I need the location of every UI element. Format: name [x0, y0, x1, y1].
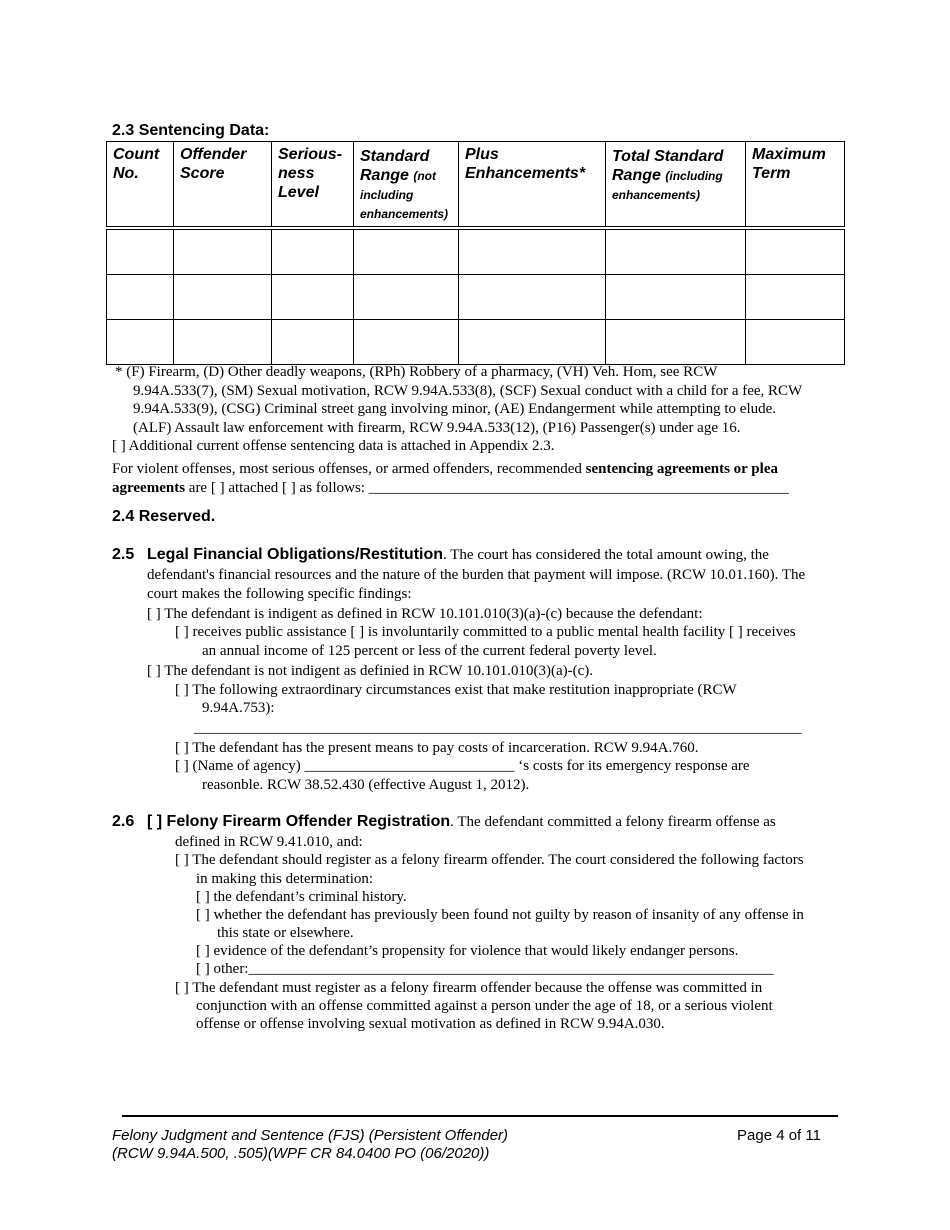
table-cell[interactable]: [746, 228, 845, 275]
column-header-standard-range: Standard Range (not including enhancements): [354, 142, 459, 229]
extraordinary-circumstances-line-2: 9.94A.753):: [202, 700, 275, 716]
table-cell[interactable]: [606, 320, 746, 365]
table-row: [107, 275, 845, 320]
table-header-row: [107, 142, 845, 229]
should-register-line-1[interactable]: [ ] The defendant should register as a felony firearm offender. The court considered the following factors: [175, 852, 804, 868]
agency-costs-line-1[interactable]: [ ] (Name of agency) ____________________________ ‘s costs for its emergency response are: [175, 758, 750, 774]
section-2-3-heading: 2.3 Sentencing Data:: [112, 122, 270, 139]
section-2-6-title[interactable]: [ ] Felony Firearm Offender Registration: [147, 813, 451, 830]
table-cell[interactable]: [272, 320, 354, 365]
column-header-offender-score: Offender Score: [174, 142, 272, 229]
section-2-5-intro-line-2: defendant's financial resources and the nature of the burden that payment will impose. (RCW 10.01.160). The: [147, 567, 806, 583]
table-cell[interactable]: [174, 320, 272, 365]
table-cell[interactable]: [272, 228, 354, 275]
extraordinary-circumstances-blank[interactable]: _________________________________________________________________________________: [194, 720, 802, 736]
footer-form-citation: (RCW 9.94A.500, .505)(WPF CR 84.0400 PO (06/2020)): [112, 1145, 490, 1162]
footer-form-title: Felony Judgment and Sentence (FJS) (Persistent Offender): [112, 1127, 509, 1144]
footer-divider: [122, 1115, 838, 1117]
receives-assistance-line-1[interactable]: [ ] receives public assistance [ ] is involuntarily committed to a public mental health facility [ ] receives: [175, 624, 796, 640]
table-cell[interactable]: [459, 320, 606, 365]
column-header-total-range-note: (including enhancements): [612, 169, 723, 202]
column-header-total-standard-range: Total Standard Range (including enhancements): [606, 142, 746, 229]
present-means-checkbox-line[interactable]: [ ] The defendant has the present means to pay costs of incarceration. RCW 9.94A.760.: [175, 740, 699, 756]
sentencing-data-table: [106, 141, 845, 365]
factor-criminal-history[interactable]: [ ] the defendant’s criminal history.: [196, 889, 407, 905]
enhancement-footnote-line-1: * (F) Firearm, (D) Other deadly weapons, (RPh) Robbery of a pharmacy, (VH) Veh. Hom, see RCW: [115, 364, 718, 380]
section-2-5-title: Legal Financial Obligations/Restitution: [147, 546, 444, 563]
table-cell[interactable]: [459, 228, 606, 275]
table-cell[interactable]: [107, 228, 174, 275]
column-header-plus-enhancements: Plus Enhancements*: [459, 142, 606, 229]
extraordinary-circumstances-line-1[interactable]: [ ] The following extraordinary circumstances exist that make restitution inappropriate (RCW: [175, 682, 737, 698]
not-indigent-checkbox-line[interactable]: [ ] The defendant is not indigent as definied in RCW 10.101.010(3)(a)-(c).: [147, 663, 593, 679]
table-cell[interactable]: [606, 275, 746, 320]
table-cell[interactable]: [354, 228, 459, 275]
table-cell[interactable]: [354, 320, 459, 365]
agency-costs-line-2: reasonble. RCW 38.52.430 (effective August 1, 2012).: [202, 777, 530, 793]
table-cell[interactable]: [174, 275, 272, 320]
section-2-5-number: 2.5: [112, 546, 135, 563]
must-register-line-2: conjunction with an offense committed against a person under the age of 18, or a serious violent: [196, 998, 773, 1014]
column-header-standard-range-note: (not including enhancements): [360, 169, 449, 221]
indigent-checkbox-line[interactable]: [ ] The defendant is indigent as defined in RCW 10.101.010(3)(a)-(c) because the defendant:: [147, 606, 703, 622]
factor-other[interactable]: [ ] other:______________________________________________________________________: [196, 961, 774, 977]
section-2-5-intro-line-3: court makes the following specific findings:: [147, 586, 412, 602]
table-cell[interactable]: [107, 275, 174, 320]
plea-agreement-line-1: For violent offenses, most serious offenses, or armed offenders, recommended sentencing agreements or plea: [112, 461, 778, 477]
factor-insanity-line-1[interactable]: [ ] whether the defendant has previously been found not guilty by reason of insanity of any offense in: [196, 907, 804, 923]
table-cell[interactable]: [174, 228, 272, 275]
section-2-6-intro-line-2: defined in RCW 9.41.010, and:: [175, 834, 363, 850]
enhancement-footnote-line-3: 9.94A.533(9), (CSG) Criminal street gang involving minor, (AE) Endangerment while attempting to elude.: [133, 401, 777, 417]
must-register-line-3: offense or offense involving sexual motivation as defined in RCW 9.94A.030.: [196, 1016, 665, 1032]
table-cell[interactable]: [606, 228, 746, 275]
section-2-5-intro-line-1: Legal Financial Obligations/Restitution. The court has considered the total amount owing, the: [147, 546, 769, 563]
section-2-6-intro-line-1: [ ] Felony Firearm Offender Registration. The defendant committed a felony firearm offense as: [147, 813, 776, 830]
table-cell[interactable]: [272, 275, 354, 320]
enhancement-footnote-line-4: (ALF) Assault law enforcement with firearm, RCW 9.94A.533(12), (P16) Passenger(s) under age 16.: [133, 420, 741, 436]
enhancement-footnote-line-2: 9.94A.533(7), (SM) Sexual motivation, RCW 9.94A.533(8), (SCF) Sexual conduct with a child for a fee, RCW: [133, 383, 803, 399]
table-cell[interactable]: [746, 275, 845, 320]
table-cell[interactable]: [746, 320, 845, 365]
plea-agreement-line-2[interactable]: agreements are [ ] attached [ ] as follows: ________________________________________________________: [112, 480, 789, 496]
factor-propensity-violence[interactable]: [ ] evidence of the defendant’s propensity for violence that would likely endanger persons.: [196, 943, 739, 959]
column-header-maximum-term: Maximum Term: [746, 142, 845, 229]
column-header-seriousness-level: Serious-ness Level: [272, 142, 354, 229]
should-register-line-2: in making this determination:: [196, 871, 374, 887]
section-2-4-heading: 2.4 Reserved.: [112, 508, 216, 525]
table-row: [107, 320, 845, 365]
must-register-line-1[interactable]: [ ] The defendant must register as a felony firearm offender because the offense was committed in: [175, 980, 763, 996]
factor-insanity-line-2: this state or elsewhere.: [217, 925, 354, 941]
page-number: Page 4 of 11: [737, 1127, 821, 1144]
table-cell[interactable]: [107, 320, 174, 365]
table-row: [107, 228, 845, 275]
table-cell[interactable]: [354, 275, 459, 320]
additional-data-checkbox-line[interactable]: [ ] Additional current offense sentencing data is attached in Appendix 2.3.: [112, 438, 555, 454]
section-2-6-number: 2.6: [112, 813, 135, 830]
table-cell[interactable]: [459, 275, 606, 320]
receives-assistance-line-2: an annual income of 125 percent or less of the current federal poverty level.: [202, 643, 657, 659]
column-header-count-no: Count No.: [107, 142, 174, 229]
